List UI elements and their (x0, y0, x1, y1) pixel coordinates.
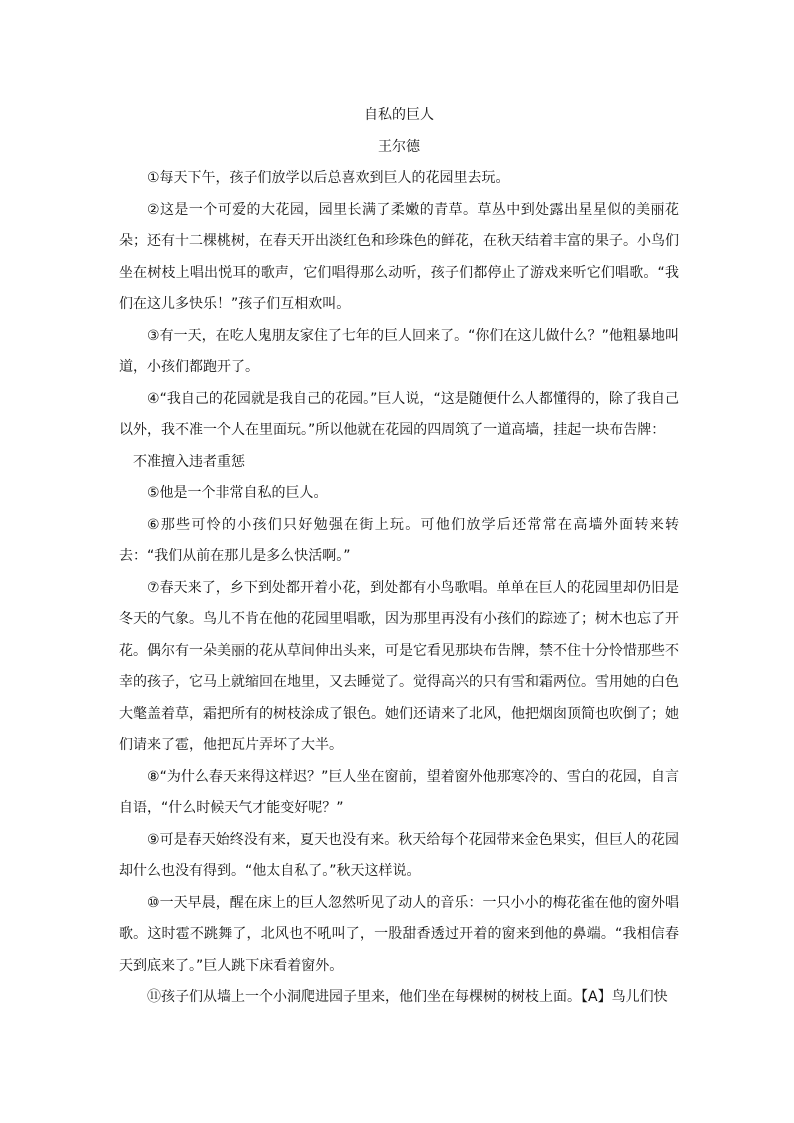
paragraph-11: ⑪孩子们从墙上一个小洞爬进园子里来，他们坐在每棵树的树枝上面。【A】鸟儿们快 (147, 989, 668, 1005)
paragraph-7: ⑦春天来了，乡下到处都开着小花，到处都有小鸟歌唱。单单在巨人的花园里却仍旧是冬天的气象。鸟儿不肯在他的花园里唱歌，因为那里再没有小孩们的踪迹了；树木也忘了开花。偶尔有一朵美丽的花从草间伸出头来，可是它看见那块布告牌，禁不住十分怜惜那些不幸的孩子，它马上就缩回在地里，又去睡觉了。觉得高兴的只有雪和霜两位。雪用她的白色大氅盖着草，霜把所有的树枝涂成了银色。她们还请来了北风，他把烟囱顶简也吹倒了；她们请来了雹，他把瓦片弄坏了大半。 (119, 579, 679, 753)
paragraph-4: ④“我自己的花园就是我自己的花园。”巨人说，“这是随便什么人都懂得的，除了我自己以外，我不准一个人在里面玩。”所以他就在花园的四周筑了一道高墙，挂起一块布告牌： (119, 390, 679, 438)
notice-board-text: 不准擅入违者重惩 (133, 453, 245, 470)
paragraph-2: ②这是一个可爱的大花园，园里长满了柔嫩的青草。草丛中到处露出星星似的美丽花朵；还有十二棵桃树，在春天开出淡红色和珍珠色的鲜花，在秋天结着丰富的果子。小鸟们坐在树枝上唱出悦耳的歌声，它们唱得那么动听，孩子们都停止了游戏来听它们唱歌。“我们在这儿多快乐！”孩子们互相欢叫。 (119, 201, 679, 312)
document-author: 王尔德 (378, 138, 420, 155)
paragraph-9: ⑨可是春天始终没有来，夏天也没有来。秋天给每个花园带来金色果实，但巨人的花园却什么也没有得到。“他太自私了。”秋天这样说。 (119, 831, 679, 879)
document-title: 自私的巨人 (364, 107, 434, 123)
paragraph-3: ③有一天，在吃人鬼朋友家住了七年的巨人回来了。“你们在这儿做什么？”他粗暴地叫道，小孩们都跑开了。 (119, 327, 679, 375)
paragraph-5: ⑤他是一个非常自私的巨人。 (147, 485, 328, 501)
paragraph-8: ⑧“为什么春天来得这样迟？”巨人坐在窗前，望着窗外他那寒冷的、雪白的花园，自言自语，“什么时候天气才能变好呢？” (119, 768, 679, 816)
paragraph-1: ①每天下午，孩子们放学以后总喜欢到巨人的花园里去玩。 (147, 170, 510, 186)
paragraph-6: ⑥那些可怜的小孩们只好勉强在街上玩。可他们放学后还常常在高墙外面转来转去：“我们从前在那儿是多么快活啊。” (119, 516, 679, 564)
document-body (119, 100, 679, 1014)
paragraph-10: ⑩一天早晨，醒在床上的巨人忽然听见了动人的音乐：一只小小的梅花雀在他的窗外唱歌。这时雹不跳舞了，北风也不吼叫了，一股甜香透过开着的窗来到他的鼻端。“我相信春天到底来了。”巨人跳下床看着窗外。 (119, 894, 679, 974)
